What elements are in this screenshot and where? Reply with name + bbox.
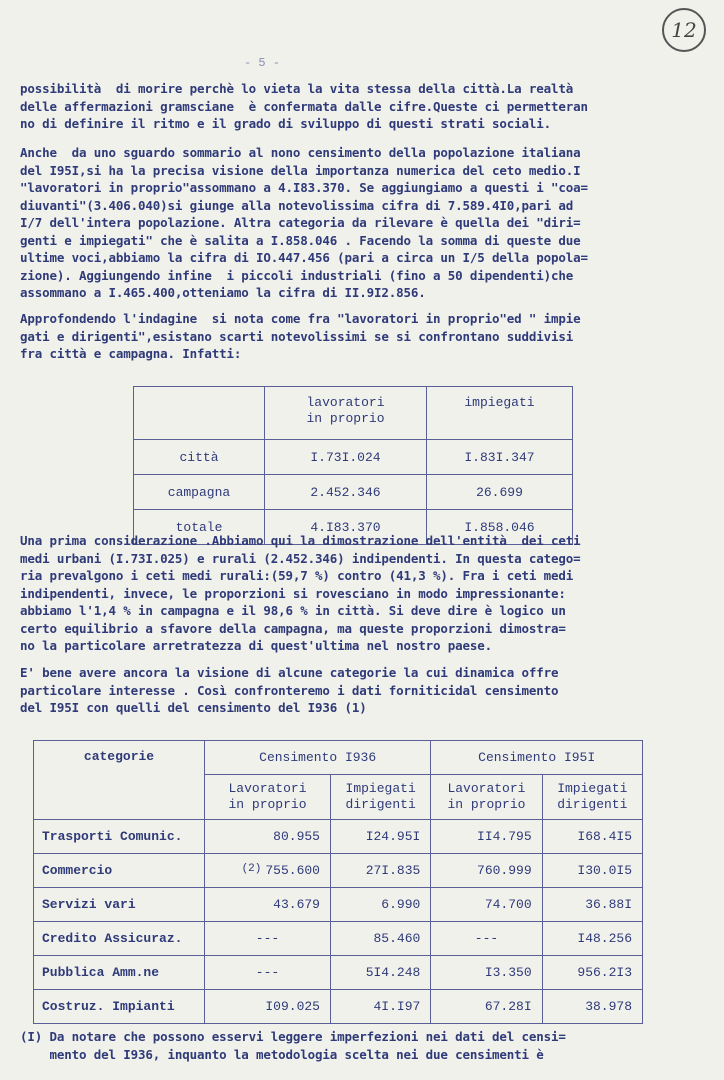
subheader-lavoratori: Lavoratori in proprio [205, 775, 331, 820]
table-row [34, 888, 643, 922]
cell-value: 67.28I [431, 990, 542, 1024]
cell-value: --- [205, 922, 331, 956]
cell-value-with-note [205, 854, 331, 888]
cell-value: 43.679 [205, 888, 331, 922]
paragraph-4: Una prima considerazione .Abbiamo qui la dimostrazione dell'entità dei ceti medi urbani (I.73I.025) e rurali (2.452.346) indipendenti. In questa catego= ria prevalgono i ceti medi rurali:(59,7 %) contro (41,3 %). Fra i ceti medi indipendenti, invece, le proporzioni si rovesciano in modo impressionante: abbiamo l'1,4 % in campagna e il 98,6 % in città. Si deve dire è logico un certo equilibrio a sfavore della campagna, ma queste proporzioni dimostra= no la particolare arretratezza di quest'ultima nel nostro paese. [20, 533, 581, 653]
cell-value: --- [431, 922, 542, 956]
cell-value: --- [205, 956, 331, 990]
subheader-lavoratori: Lavoratori in proprio [431, 775, 542, 820]
cell-value: I48.256 [542, 922, 642, 956]
row-label: città [134, 440, 265, 475]
table-row [34, 854, 643, 888]
row-category: Servizi vari [34, 888, 205, 922]
cell-value: I09.025 [205, 990, 331, 1024]
table-header-impiegati: impiegati [426, 387, 572, 440]
table-header-census-1951: Censimento I95I [431, 741, 643, 775]
cell-value: I.83I.347 [426, 440, 572, 475]
paragraph-3: Approfondendo l'indagine si nota come fra "lavoratori in proprio"ed " impie gati e dirigenti",esistano scarti notevolissimi se si confrontano suddivisi fra città e campagna. Infatti: [20, 311, 581, 361]
table-header-row [34, 741, 643, 775]
cell-value: 26.699 [426, 475, 572, 510]
table-row [134, 440, 573, 475]
cell-value: I30.0I5 [542, 854, 642, 888]
paragraph-2: Anche da uno sguardo sommario al nono censimento della popolazione italiana del I95I,si ha la precisa visione della importanza numerica del ceto medio.I "lavoratori in proprio"assommano a 4.I83.370. Se aggiungiamo a questi i "coa= diuvanti"(3.406.040)si giunge alla notevolissima cifra di 7.589.4I0,pari ad I/7 dell'intera popolazione. Altra categoria da rilevare è quella dei "diri= genti e impiegati" che è salita a I.858.046 . Facendo la somma di queste due ultime voci,abbiamo la cifra di IO.447.456 (pari a circa un I/5 della popola= zione). Aggiungendo infine i piccoli industriali (fino a 50 dipendenti)che assommano a I.465.400,otteniamo la cifra di II.9I2.856. [20, 145, 588, 300]
table-row [34, 820, 643, 854]
note-mark: (2) [241, 863, 262, 875]
table-header-empty [134, 387, 265, 440]
row-category: Pubblica Amm.ne [34, 956, 205, 990]
table-row [34, 922, 643, 956]
table-header-lavoratori: lavoratori in proprio [265, 387, 427, 440]
cell-value: 36.88I [542, 888, 642, 922]
row-category: Costruz. Impianti [34, 990, 205, 1024]
row-category: Trasporti Comunic. [34, 820, 205, 854]
cell-value: 38.978 [542, 990, 642, 1024]
cell-value: 4.I83.370 [265, 510, 427, 545]
cell-value: 85.460 [330, 922, 430, 956]
table-row [134, 475, 573, 510]
cell-value: I.73I.024 [265, 440, 427, 475]
cell-value: II4.795 [431, 820, 542, 854]
cell-value: 5I4.248 [330, 956, 430, 990]
cell-value: I3.350 [431, 956, 542, 990]
cell-value: 4I.I97 [330, 990, 430, 1024]
table-row [34, 990, 643, 1024]
cell-value: 2.452.346 [265, 475, 427, 510]
page-number: 12 [662, 8, 706, 52]
cell-value: 956.2I3 [542, 956, 642, 990]
cell-value: I68.4I5 [542, 820, 642, 854]
cell-value: 760.999 [431, 854, 542, 888]
city-country-table [133, 386, 573, 545]
table-header-row [134, 387, 573, 440]
cell-value: 27I.835 [330, 854, 430, 888]
row-category: Credito Assicuraz. [34, 922, 205, 956]
paragraph-5: E' bene avere ancora la visione di alcune categorie la cui dinamica offre particolare interesse . Così confronteremo i dati forniticidal censimento del I95I con quelli del censimento del I936 (1) [20, 665, 559, 715]
row-label: campagna [134, 475, 265, 510]
cell-value: 6.990 [330, 888, 430, 922]
table-header-categorie: categorie [34, 741, 205, 820]
cell-value: 755.600 [265, 863, 320, 878]
cell-value: 74.700 [431, 888, 542, 922]
subheader-impiegati: Impiegati dirigenti [542, 775, 642, 820]
row-category: Commercio [34, 854, 205, 888]
paragraph-1: possibilità di morire perchè lo vieta la vita stessa della città.La realtà delle affermazioni gramsciane è confermata dalle cifre.Queste ci permetteran no di definire il ritmo e il grado di sviluppo di questi strati sociali. [20, 81, 588, 131]
header-mark: - 5 - [244, 56, 281, 70]
subheader-impiegati: Impiegati dirigenti [330, 775, 430, 820]
table-header-census-1936: Censimento I936 [205, 741, 431, 775]
cell-value: 80.955 [205, 820, 331, 854]
table-row [34, 956, 643, 990]
census-comparison-table [33, 740, 643, 1024]
footnote: (I) Da notare che possono esservi leggere imperfezioni nei dati del censi= mento del I936, inquanto la metodologia scelta nei due censimenti è [20, 1029, 566, 1062]
row-label: totale [134, 510, 265, 545]
cell-value: I.858.046 [426, 510, 572, 545]
cell-value: I24.95I [330, 820, 430, 854]
